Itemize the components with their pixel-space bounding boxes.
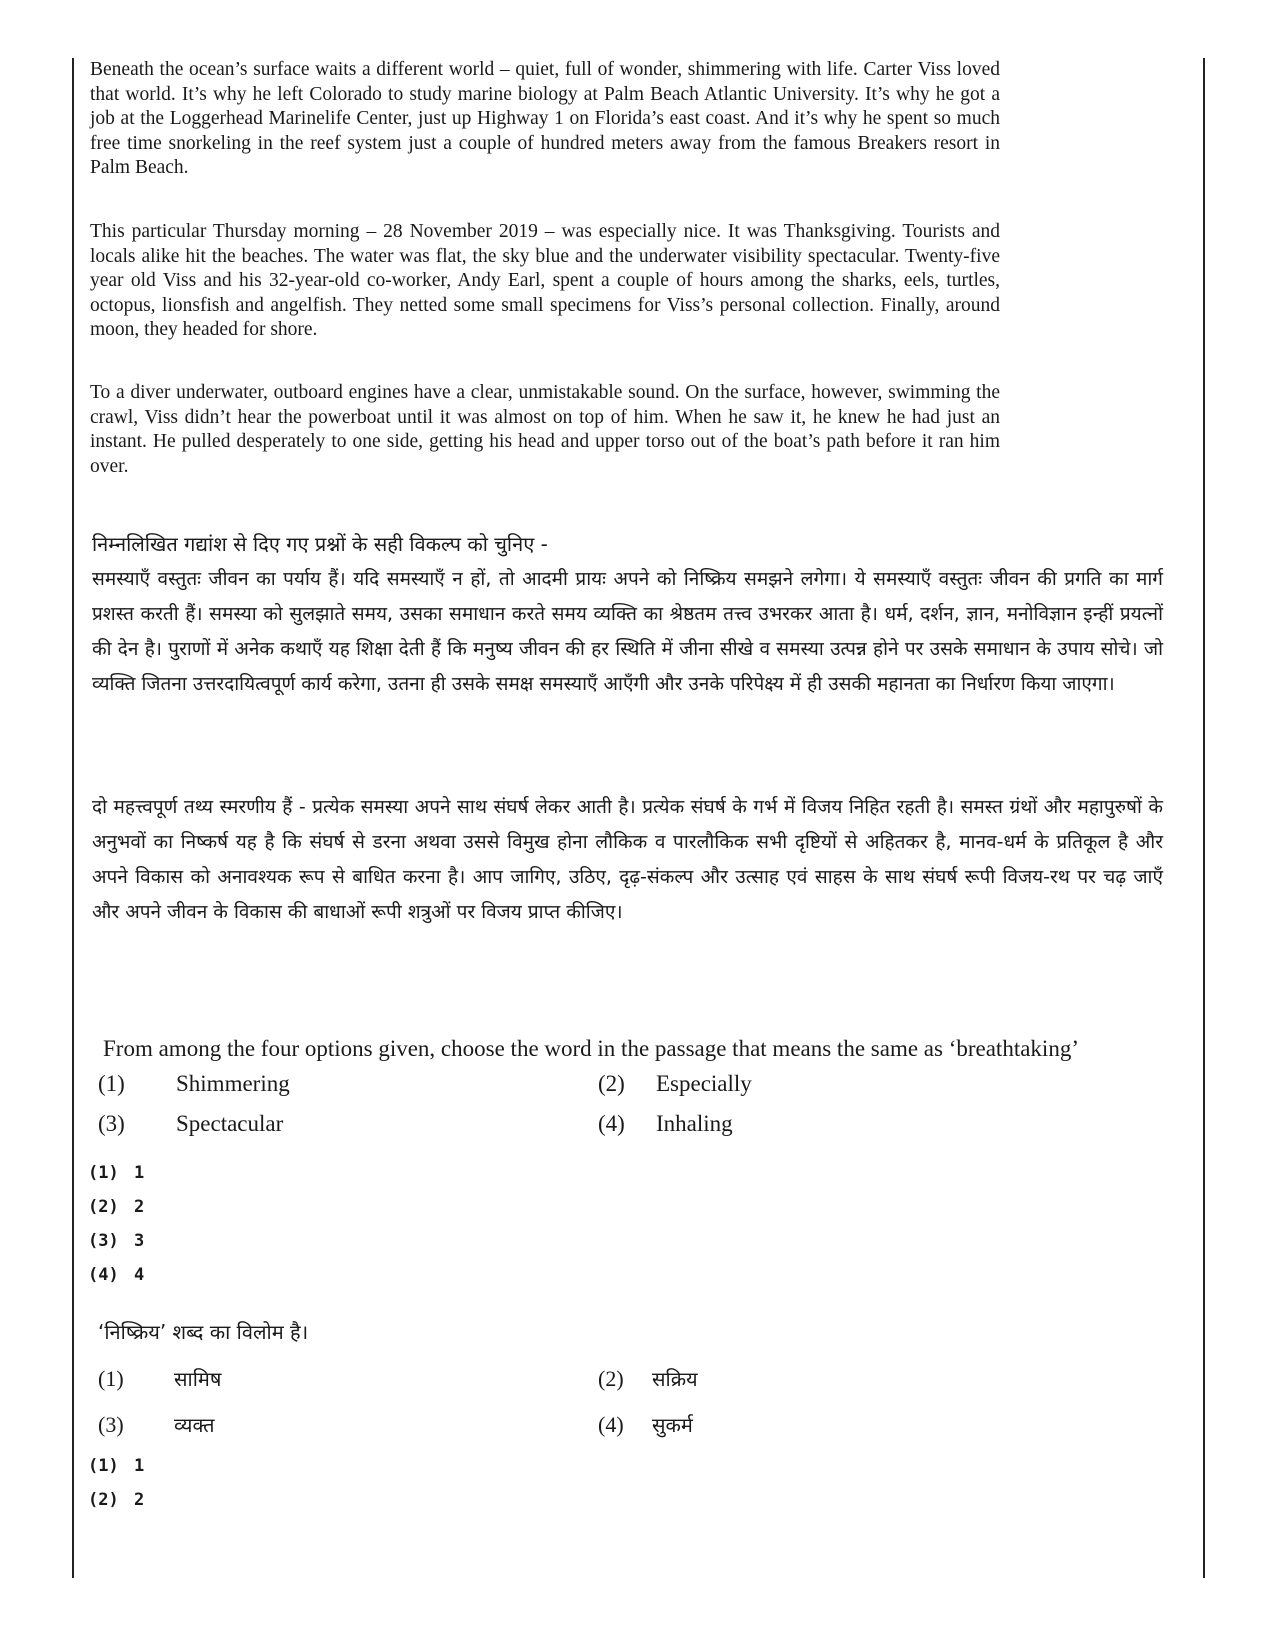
answer-key: (2) [88, 1197, 119, 1217]
answer-value: 2 [134, 1490, 145, 1510]
question-2-answer-choice-2[interactable] [88, 1490, 144, 1510]
question-2-option-1[interactable] [98, 1365, 221, 1392]
option-label: Spectacular [176, 1111, 284, 1136]
english-passage-paragraph-2: This particular Thursday morning – 28 November 2019 – was especially nice. It was Thanksgiving. Tourists and locals alike hit the beaches. The water was flat, the sky blue and the underwater visibility spectacular. Twenty-five year old Viss and his 32-year-old co-worker, Andy Earl, spent a couple of hours among the sharks, eels, turtles, octopus, lionsfish and angelfish. They netted some small specimens for Viss’s personal collection. Finally, around moon, they headed for shore. [90, 221, 1000, 340]
right-margin-rule [1203, 58, 1205, 1578]
question-1-answer-choice-3[interactable] [88, 1231, 144, 1251]
option-number: (3) [98, 1111, 125, 1136]
option-number: (1) [98, 1366, 124, 1391]
question-1-option-2[interactable] [598, 1071, 752, 1097]
option-number: (4) [598, 1412, 624, 1437]
option-label: सामिष [174, 1367, 222, 1391]
answer-key: (3) [88, 1231, 119, 1251]
answer-value: 1 [134, 1456, 145, 1476]
option-number: (2) [598, 1071, 625, 1096]
question-1-answer-choice-1[interactable] [88, 1163, 144, 1183]
question-2-text: ‘निष्क्रिय’ शब्द का विलोम है। [98, 1320, 309, 1344]
option-number: (1) [98, 1071, 125, 1096]
question-2-answer-choice-1[interactable] [88, 1456, 144, 1476]
option-number: (4) [598, 1111, 625, 1136]
question-2-option-2[interactable] [598, 1365, 698, 1392]
answer-key: (2) [88, 1490, 119, 1510]
option-label: Inhaling [656, 1111, 733, 1136]
hindi-passage-paragraph-2: दो महत्त्वपूर्ण तथ्य स्मरणीय हैं - प्रत्येक समस्या अपने साथ संघर्ष लेकर आती है। प्रत्येक संघर्ष के गर्भ में विजय निहित रहती है। समस्त ग्रंथों और महापुरुषों के अनुभवों का निष्कर्ष यह है कि संघर्ष से डरना अथवा उससे विमुख होना लौकिक व पारलौकिक सभी दृष्टियों से अहितकर है, मानव-धर्म के प्रतिकूल है और अपने विकास को अनावश्यक रूप से बाधित करना है। आप जागिए, उठिए, दृढ़-संकल्प और उत्साह एवं साहस के साथ संघर्ष रूपी विजय-रथ पर चढ़ जाएँ और अपने जीवन के विकास की बाधाओं रूपी शत्रुओं पर विजय प्राप्त कीजिए। [92, 796, 1163, 923]
answer-key: (4) [88, 1265, 119, 1285]
question-1-answer-choice-4[interactable] [88, 1265, 144, 1285]
answer-value: 3 [134, 1231, 145, 1251]
left-margin-rule [72, 58, 74, 1578]
english-passage-paragraph-1: Beneath the ocean’s surface waits a different world – quiet, full of wonder, shimmering with life. Carter Viss loved that world. It’s why he left Colorado to study marine biology at Palm Beach Atlantic University. It’s why he got a job at the Loggerhead Marinelife Center, just up Highway 1 on Florida’s east coast. And it’s why he spent so much free time snorkeling in the reef system just a couple of hundred meters away from the famous Breakers resort in Palm Beach. [90, 59, 1000, 178]
question-2-option-4[interactable] [598, 1411, 693, 1438]
option-number: (3) [98, 1412, 124, 1437]
option-number: (2) [598, 1366, 624, 1391]
answer-value: 4 [134, 1265, 145, 1285]
question-1-answer-choice-2[interactable] [88, 1197, 144, 1217]
option-label: सक्रिय [652, 1367, 698, 1391]
question-1-option-1[interactable] [98, 1071, 290, 1097]
option-label: व्यक्त [174, 1413, 215, 1437]
hindi-instruction: निम्नलिखित गद्यांश से दिए गए प्रश्नों के सही विकल्प को चुनिए - [92, 532, 548, 556]
option-label: सुकर्म [652, 1413, 693, 1437]
answer-key: (1) [88, 1456, 119, 1476]
answer-value: 2 [134, 1197, 145, 1217]
hindi-passage-paragraph-1: समस्याएँ वस्तुतः जीवन का पर्याय हैं। यदि समस्याएँ न हों, तो आदमी प्रायः अपने को निष्क्रिय समझने लगेगा। ये समस्याएँ वस्तुतः जीवन की प्रगति का मार्ग प्रशस्त करती हैं। समस्या को सुलझाते समय, उसका समाधान करते समय व्यक्ति का श्रेष्ठतम तत्त्व उभरकर आता है। धर्म, दर्शन, ज्ञान, मनोविज्ञान इन्हीं प्रयत्नों की देन है। पुराणों में अनेक कथाएँ यह शिक्षा देती हैं कि मनुष्य जीवन की हर स्थिति में जीना सीखे व समस्या उत्पन्न होने पर उसके समाधान के उपाय सोचे। जो व्यक्ति जितना उत्तरदायित्वपूर्ण कार्य करेगा, उतना ही उसके समक्ष समस्याएँ आएँगी और उनके परिपेक्ष्य में ही उसकी महानता का निर्धारण किया जाएगा। [92, 568, 1163, 695]
answer-key: (1) [88, 1163, 119, 1183]
question-1-option-4[interactable] [598, 1111, 733, 1137]
question-1-option-3[interactable] [98, 1111, 283, 1137]
option-label: Especially [656, 1071, 752, 1096]
question-1-text: From among the four options given, choose the word in the passage that means the same as ‘breathtaking’ [103, 1036, 1079, 1061]
english-passage-paragraph-3: To a diver underwater, outboard engines have a clear, unmistakable sound. On the surface, however, swimming the crawl, Viss didn’t hear the powerboat until it was almost on top of him. When he saw it, he knew he had just an instant. He pulled desperately to one side, getting his head and upper torso out of the boat’s path before it ran him over. [90, 382, 1000, 477]
answer-value: 1 [134, 1163, 145, 1183]
option-label: Shimmering [176, 1071, 290, 1096]
question-2-option-3[interactable] [98, 1411, 215, 1438]
